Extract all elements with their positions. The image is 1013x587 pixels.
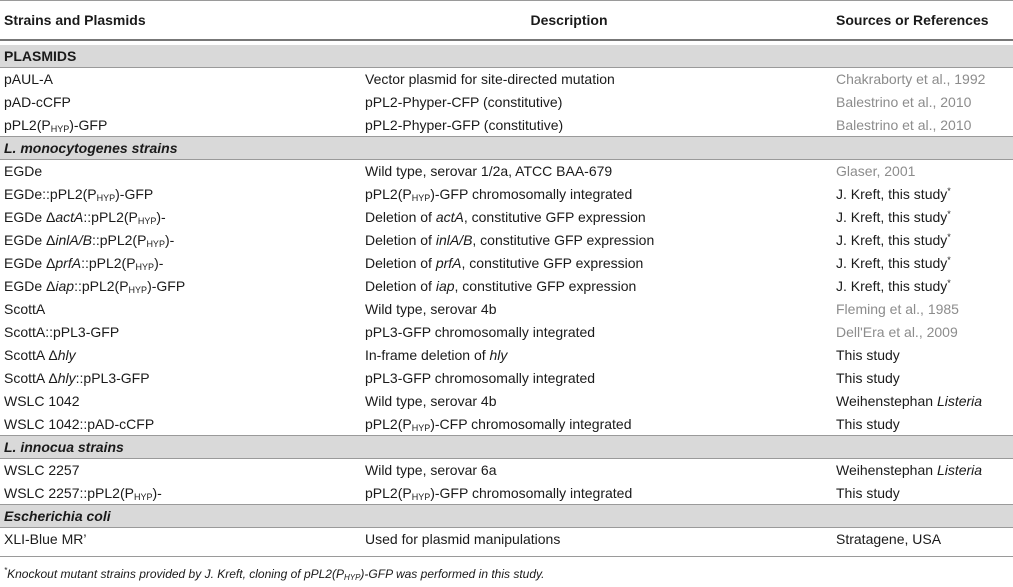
- section-header-row: [0, 436, 1013, 459]
- table-row: [0, 413, 1013, 436]
- table-row: [0, 459, 1013, 482]
- source-cell[interactable]: Chakraborty et al., 1992: [836, 71, 986, 88]
- source-cell[interactable]: Dell'Era et al., 2009: [836, 324, 958, 340]
- source-cell: This study: [836, 484, 900, 501]
- table-body: [0, 40, 1013, 551]
- section-header-row: [0, 137, 1013, 160]
- source-cell: This study: [836, 415, 900, 432]
- source-cell: J. Kreft, this study*: [836, 232, 951, 248]
- strain-cell: WSLC 1042::pAD-cCFP: [4, 415, 155, 432]
- strain-cell: $pPL2(P_{HYP})$-GFP: [4, 116, 108, 134]
- table-row: [0, 183, 1013, 206]
- section-header-row: [0, 45, 1013, 68]
- description-cell: $pPL2(P_{HYP})$-GFP chromosomally integrated: [365, 186, 633, 203]
- table-header-row: [0, 1, 1013, 40]
- header-description: Description: [362, 1, 836, 40]
- description-cell: $pPL2(P_{HYP})$-CFP chromosomally integrated: [365, 415, 632, 433]
- source-cell: Weihenstephan Listeria: [836, 462, 983, 479]
- strain-cell: pAD-cCFP: [4, 94, 71, 110]
- strain-cell: EGDe $\Delta prfA::pPL2(P_{HYP})-$: [4, 255, 164, 272]
- description-cell: In-frame deletion of hly: [365, 347, 508, 363]
- source-cell[interactable]: Fleming et al., 1985: [836, 301, 959, 317]
- source-cell: J. Kreft, this study*: [836, 186, 951, 202]
- description-cell: Used for plasmid manipulations: [365, 531, 561, 548]
- description-cell: Deletion of actA, constitutive GFP expression: [365, 209, 646, 225]
- description-cell: Wild type, serovar 6a: [365, 462, 497, 479]
- description-cell: Deletion of iap, constitutive GFP expression: [365, 278, 637, 294]
- description-cell: Deletion of inlA/B, constitutive GFP expression: [365, 232, 655, 248]
- table-row: [0, 206, 1013, 229]
- table-bottom-rule: [0, 556, 1013, 557]
- section-header-row: [0, 505, 1013, 528]
- table-row: [0, 344, 1013, 367]
- table-row: [0, 321, 1013, 344]
- strain-cell: ScottA: [4, 301, 46, 317]
- section-title: PLASMIDS: [0, 45, 1013, 68]
- table-row: [0, 160, 1013, 183]
- source-cell: This study: [836, 347, 900, 363]
- description-cell: Wild type, serovar 4b: [365, 393, 497, 409]
- section-title: L. monocytogenes strains: [0, 137, 1013, 160]
- strain-cell: EGDe $\Delta iap::pPL2(P_{HYP})$-GFP: [4, 278, 186, 295]
- source-cell[interactable]: Balestrino et al., 2010: [836, 94, 972, 110]
- table-row: [0, 114, 1013, 137]
- strain-cell: pAUL-A: [4, 71, 54, 88]
- source-cell: Weihenstephan Listeria: [836, 393, 983, 409]
- description-cell: Vector plasmid for site-directed mutation: [365, 71, 615, 88]
- description-cell: Wild type, serovar 4b: [365, 301, 497, 317]
- description-cell: pPL3-GFP chromosomally integrated: [365, 324, 596, 340]
- strain-cell: ScottA Δhly::pPL3-GFP: [4, 370, 150, 386]
- strain-cell: XLI-Blue MR’: [4, 531, 87, 548]
- description-cell: pPL3-GFP chromosomally integrated: [365, 370, 596, 386]
- section-title: Escherichia coli: [0, 505, 1013, 528]
- source-cell[interactable]: Balestrino et al., 2010: [836, 116, 972, 133]
- section-title: L. innocua strains: [0, 436, 1013, 459]
- description-cell: Deletion of prfA, constitutive GFP expression: [365, 255, 644, 271]
- header-sources: Sources or References: [836, 1, 1013, 40]
- strain-cell: WSLC 2257: [4, 462, 80, 479]
- table-row: [0, 229, 1013, 252]
- strain-cell: EGDe $\Delta actA::pPL2(P_{HYP})-$: [4, 209, 166, 226]
- source-cell: J. Kreft, this study*: [836, 278, 951, 294]
- table-row: [0, 252, 1013, 275]
- table-row: [0, 390, 1013, 413]
- strain-cell: EGDe: [4, 163, 43, 180]
- description-cell: $pPL2(P_{HYP})$-GFP chromosomally integrated: [365, 484, 633, 502]
- source-cell[interactable]: Glaser, 2001: [836, 163, 916, 180]
- description-cell: Wild type, serovar 1/2a, ATCC BAA-679: [365, 163, 613, 180]
- table-row: [0, 528, 1013, 551]
- source-cell: J. Kreft, this study*: [836, 255, 951, 271]
- strain-cell: ScottA::pPL3-GFP: [4, 324, 120, 340]
- source-cell: J. Kreft, this study*: [836, 209, 951, 225]
- description-cell: pPL2-Phyper-CFP (constitutive): [365, 94, 563, 110]
- table-row: [0, 68, 1013, 91]
- table-row: [0, 275, 1013, 298]
- table-row: [0, 91, 1013, 114]
- strain-cell: ScottA Δhly: [4, 347, 76, 363]
- strain-cell: EGDe ΔinlA/$B::pPL2(P_{HYP})-$: [4, 232, 175, 249]
- source-cell: This study: [836, 370, 900, 386]
- table-row: [0, 367, 1013, 390]
- table-row: [0, 482, 1013, 505]
- header-strains: Strains and Plasmids: [0, 1, 362, 40]
- source-cell: Stratagene, USA: [836, 531, 942, 548]
- strain-cell: WSLC 1042: [4, 393, 80, 409]
- footnote: *Knockout mutant strains provided by J. Kreft, cloning of $pPL2(P_{HYP})$-GFP was performed in this study.: [4, 566, 545, 582]
- table-row: [0, 298, 1013, 321]
- strain-cell: WSLC $2257::pPL2(P_{HYP})-$: [4, 484, 162, 502]
- strain-cell: $EGDe::pPL2(P_{HYP})$-GFP: [4, 186, 154, 203]
- description-cell: pPL2-Phyper-GFP (constitutive): [365, 116, 564, 133]
